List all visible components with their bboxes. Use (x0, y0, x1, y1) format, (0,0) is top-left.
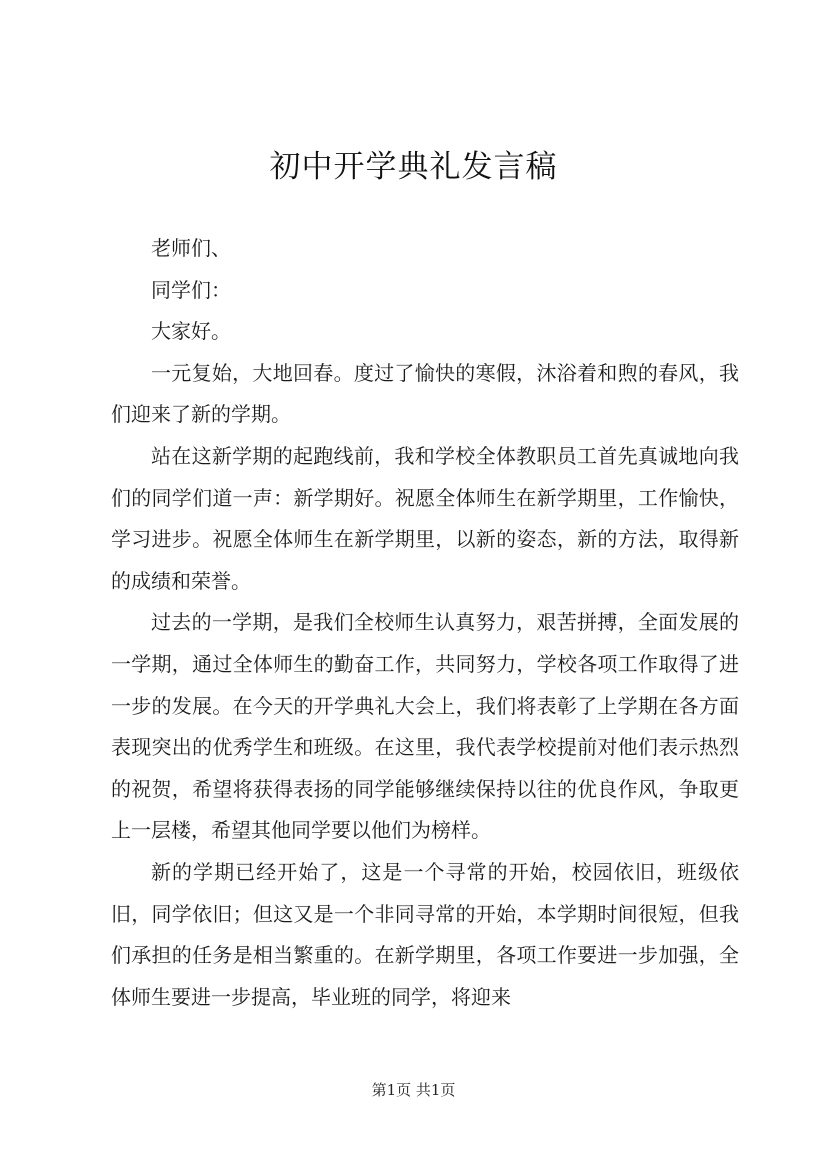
paragraph-salutation-students: 同学们： (151, 277, 231, 302)
paragraph-wishes: 站在这新学期的起跑线前，我和学校全体教职员工首先真诚地向我们的同学们道一声：新学期好。祝愿全体师生在新学期里，工作愉快，学习进步。祝愿全体师生在新学期里，以新的姿态，新的方法，取得新的成绩和荣誉。 (111, 443, 739, 593)
paragraph-salutation-teachers: 老师们、 (151, 236, 231, 260)
paragraph-greeting: 大家好。 (151, 319, 231, 344)
paragraph-last-term: 过去的一学期，是我们全校师生认真努力，艰苦拼搏，全面发展的一学期，通过全体师生的勤奋工作，共同努力，学校各项工作取得了进一步的发展。在今天的开学典礼大会上，我们将表彰了上学期在各方面表现突出的优秀学生和班级。在这里，我代表学校提前对他们表示热烈的祝贺，希望将获得表扬的同学能够继续保持以往的优良作风，争取更上一层楼，希望其他同学要以他们为榜样。 (111, 610, 739, 843)
page-number-footer: 第1页 共1页 (371, 1081, 456, 1099)
paragraph-this-term: 新的学期已经开始了，这是一个寻常的开始，校园依旧，班级依旧，同学依旧；但这又是一个非同寻常的开始，本学期时间很短，但我们承担的任务是相当繁重的。在新学期里，各项工作要进一步加强，全体师生要进一步提高，毕业班的同学，将迎来 (111, 859, 739, 1009)
document-title: 初中开学典礼发言稿 (269, 149, 558, 185)
paragraph-new-term: 一元复始，大地回春。度过了愉快的寒假，沐浴着和煦的春风，我们迎来了新的学期。 (111, 360, 739, 427)
document-body (111, 228, 739, 1018)
